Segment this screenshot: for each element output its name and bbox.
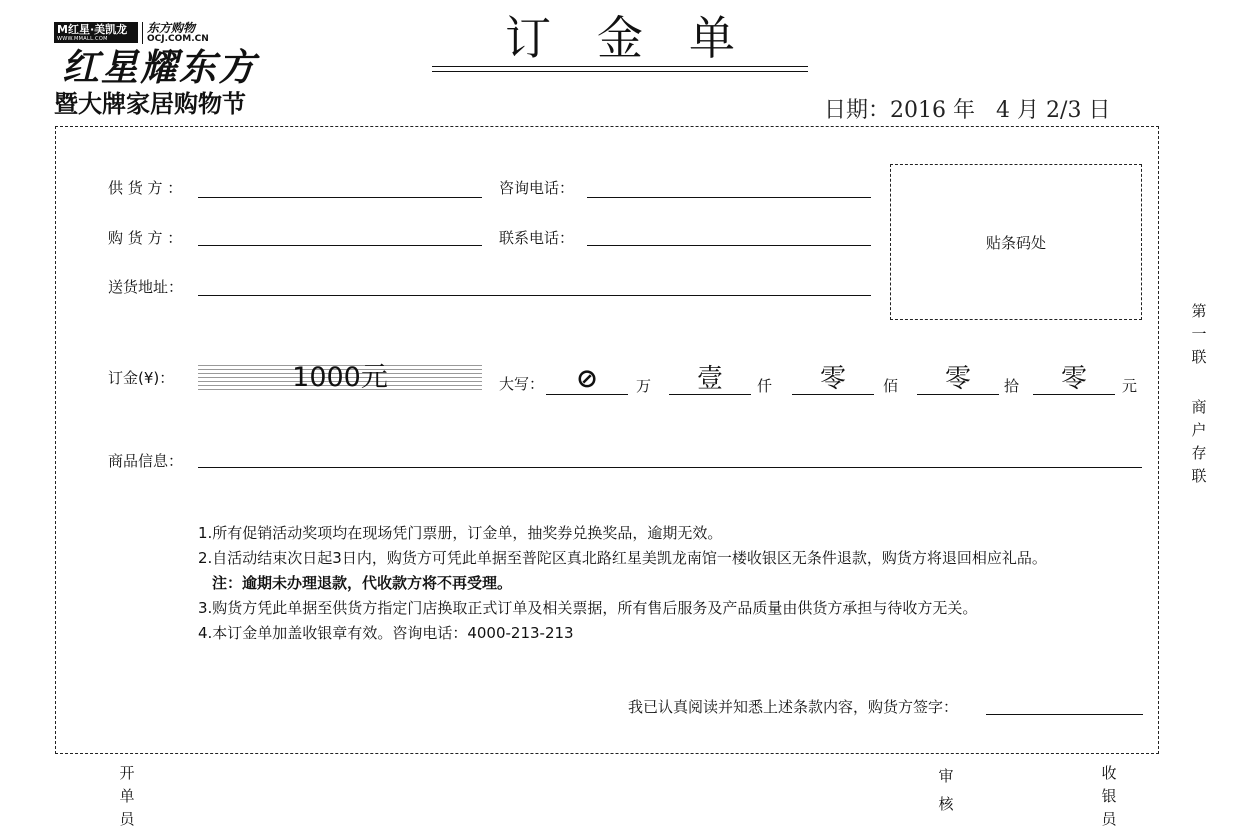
mmall-logo-url: WWW.MMALL.COM	[57, 36, 108, 42]
ocj-logo-url: OCJ.COM.CN	[147, 34, 209, 44]
auditor-label: 审核	[938, 767, 954, 813]
capital-yuan-value: 零	[1060, 364, 1087, 394]
address-field[interactable]	[198, 295, 871, 296]
deposit-amount: 1000元	[292, 362, 388, 393]
consult-phone-label: 咨询电话：	[499, 179, 575, 197]
supplier-label: 供 货 方 ：	[108, 179, 183, 197]
cashier-label: 收银员	[1101, 764, 1117, 828]
barcode-area	[890, 164, 1142, 320]
date-line	[824, 93, 1110, 124]
event-subtitle: 暨大牌家居购物节	[54, 90, 246, 118]
event-title: 红星耀东方	[62, 46, 257, 89]
capital-bai-unit: 佰	[883, 377, 899, 395]
barcode-label: 贴条码处	[985, 233, 1046, 252]
supplier-field[interactable]	[198, 197, 482, 198]
terms-list	[198, 521, 1047, 646]
consult-phone-field[interactable]	[587, 197, 871, 198]
title-underline-2	[432, 71, 808, 72]
term-3: 3.购货方凭此单据至供货方指定门店换取正式订单及相关票据，所有售后服务及产品质量由供货方承担与待收方无关。	[198, 599, 978, 617]
buyer-field[interactable]	[198, 245, 482, 246]
goods-field[interactable]	[198, 467, 1142, 468]
capital-wan-unit: 万	[636, 377, 652, 395]
capital-shi-field[interactable]	[917, 364, 999, 395]
date-day: 2/3	[1046, 98, 1082, 123]
capital-shi-value: 零	[944, 364, 971, 394]
ocj-logo-text: 东方购物	[147, 21, 196, 35]
mmall-logo	[54, 22, 138, 43]
date-year-unit: 年	[953, 98, 976, 123]
signature-label: 我已认真阅读并知悉上述条款内容，购货方签字：	[628, 698, 959, 716]
issuer-label: 开单员	[119, 764, 135, 828]
signature-field[interactable]	[986, 714, 1143, 715]
deposit-label: 订金(¥)：	[108, 369, 175, 387]
copy-holder-label: 商户存联	[1191, 398, 1207, 485]
capital-bai-field[interactable]	[792, 364, 874, 395]
capital-wan-value: ⊘	[576, 364, 598, 394]
date-day-unit: 日	[1088, 98, 1111, 123]
title-underline	[432, 66, 808, 67]
date-month: 4	[996, 98, 1011, 123]
term-note: 注：逾期未办理退款，代收款方将不再受理。	[212, 574, 513, 592]
mmall-logo-text: M红星·美凯龙	[57, 23, 128, 36]
contact-phone-field[interactable]	[587, 245, 871, 246]
buyer-label: 购 货 方 ：	[108, 229, 183, 247]
date-month-unit: 月	[1017, 98, 1040, 123]
logo-header	[54, 22, 209, 46]
document-title: 订金单	[505, 11, 781, 65]
capital-qian-value: 壹	[696, 364, 723, 394]
capital-qian-unit: 仟	[757, 377, 773, 395]
contact-phone-label: 联系电话：	[499, 229, 575, 247]
term-1: 1.所有促销活动奖项均在现场凭门票册，订金单，抽奖券兑换奖品，逾期无效。	[198, 524, 723, 542]
capital-shi-unit: 拾	[1004, 377, 1020, 395]
capital-qian-field[interactable]	[669, 364, 751, 395]
goods-label: 商品信息：	[108, 452, 184, 470]
capital-label: 大写：	[499, 375, 545, 393]
term-2: 2.自活动结束次日起3日内，购货方可凭此单据至普陀区真北路红星美凯龙南馆一楼收银区无条件退款，购货方将退回相应礼品。	[198, 549, 1047, 567]
date-year: 2016	[890, 98, 947, 123]
ocj-logo	[147, 22, 209, 44]
copy-number-label: 第一联	[1191, 302, 1207, 366]
capital-wan-field[interactable]	[546, 364, 628, 395]
term-4: 4.本订金单加盖收银章有效。咨询电话：4000-213-213	[198, 624, 574, 642]
address-label: 送货地址：	[108, 278, 184, 296]
date-label: 日期：	[824, 98, 891, 123]
capital-bai-value: 零	[819, 364, 846, 394]
logo-divider	[142, 22, 143, 44]
capital-yuan-unit: 元	[1122, 377, 1138, 395]
capital-yuan-field[interactable]	[1033, 364, 1115, 395]
